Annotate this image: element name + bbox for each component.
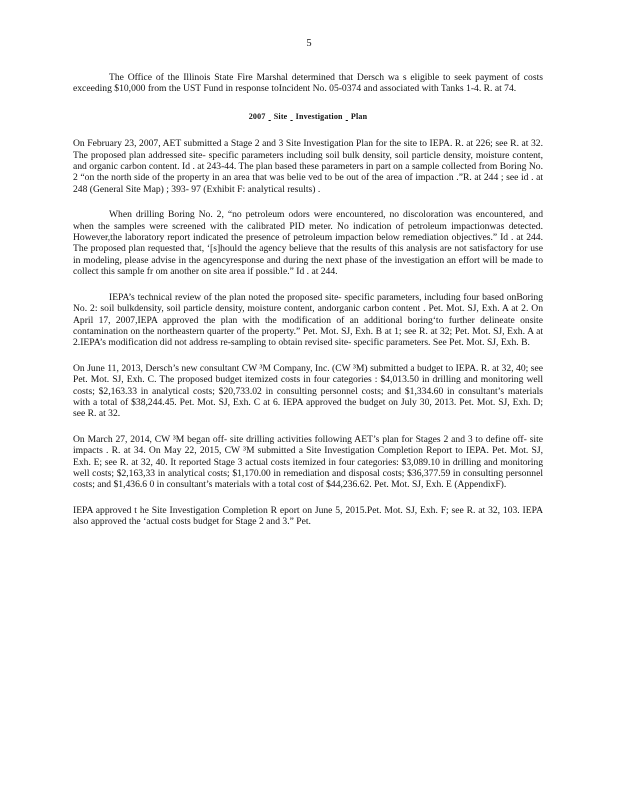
paragraph-cw3m-budget: On June 11, 2013, Dersch’s new consultant CW ³M Company, Inc. (CW ³M) submitted a budget to IEPA. R. at 32, 40; see Pet. Mot. SJ, Exh. C. The proposed budget itemized costs in four categories : $4,013.50 in drilling and monitoring well costs; $2,163.33 in analytical costs; $20,733.02 in consulting personnel costs; and $1,334.60 in consultant’s materials with a total of $38,244.45. Pet. Mot. SJ, Exh. C at 6. IEPA approved the budget on July 30, 2013. Pet. Mot. SJ, Exh. D; see R. at 32.	[73, 362, 543, 420]
paragraph-offsite-drilling: On March 27, 2014, CW ³M began off- site drilling activities following AET’s plan for Stages 2 and 3 to define off- site impacts . R. at 34. On May 22, 2015, CW ³M submitted a Site Investigation Completion Report to IEPA. Pet. Mot. SJ, Exh. E; see R. at 32, 40. It reported Stage 3 actual costs itemized in four categories: $3,089.10 in drilling and monitoring well costs; $2,163,33 in analytical costs; $1,170.00 in remediation and disposal costs; $36,377.59 in consulting personnel costs; and $1,436.6 0 in consultant’s materials with a total cost of $44,236.62. Pet. Mot. SJ, Exh. E (AppendixF).	[73, 433, 543, 491]
paragraph-eligibility: The Office of the Illinois State Fire Marshal determined that Dersch wa s eligible to seek payment of costs exceeding $10,000 from the UST Fund in response toIncident No. 05-0374 and associated with Tanks 1-4. R. at 74.	[73, 72, 543, 95]
page-number: 5	[306, 38, 312, 49]
section-heading	[73, 111, 543, 122]
document-body	[73, 72, 543, 528]
heading-word: 2007	[248, 111, 266, 121]
paragraph-boring-no-2: When drilling Boring No. 2, “no petroleum odors were encountered, no discoloration was encountered, and when the samples were screened with the calibrated PID meter. No indication of petroleum impactionwas detected. However,the laboratory report indicated the presence of petroleum impaction below remediation objectives.” Id . at 244. The proposed plan requested that, ‘[s]hould the agency believe that the results of this analysis are not satisfactory for use in modeling, please advise in the agencyresponse and during the next phase of the investigation an effort will be made to collect this sample fr om another on site area if possible.” Id . at 244.	[73, 209, 543, 278]
heading-word: Plan	[350, 111, 368, 121]
paragraph-iepa-review: IEPA’s technical review of the plan noted the proposed site- specific parameters, including four based onBoring No. 2: soil bulkdensity, soil particle density, moisture content, andorganic carbon content . Pet. Mot. SJ, Exh. A at 2. On April 17, 2007,IEPA approved the plan with the modification of an additional boring‘to further delineate onsite contamination on the northeastern quarter of the property.” Pet. Mot. SJ, Exh. B at 1; see R. at 32; Pet. Mot. SJ, Exh. A at 2.IEPA’s modification did not address re-sampling to obtain revised site- specific parameters. See Pet. Mot. SJ, Exh. B.	[73, 291, 543, 349]
heading-word: Site	[273, 111, 288, 121]
heading-word: Investigation	[295, 111, 343, 121]
paragraph-iepa-approval: IEPA approved t he Site Investigation Completion R eport on June 5, 2015.Pet. Mot. SJ, Exh. F; see R. at 32, 103. IEPA also approved the ‘actual costs budget for Stage 2 and 3.” Pet.	[73, 504, 543, 528]
paragraph-aet-plan: On February 23, 2007, AET submitted a Stage 2 and 3 Site Investigation Plan for the site to IEPA. R. at 226; see R. at 32. The proposed plan addressed site- specific parameters including soil bulk density, soil particle density, moisture content, and organic carbon content. Id . at 243-44. The plan based these parameters in part on a sample collected from Boring No. 2 “on the north side of the property in an area that was belie ved to be out of the area of impaction .”R. at 244 ; see id . at 248 (General Site Map) ; 393- 97 (Exhibit F: analytical results) .	[73, 138, 543, 195]
